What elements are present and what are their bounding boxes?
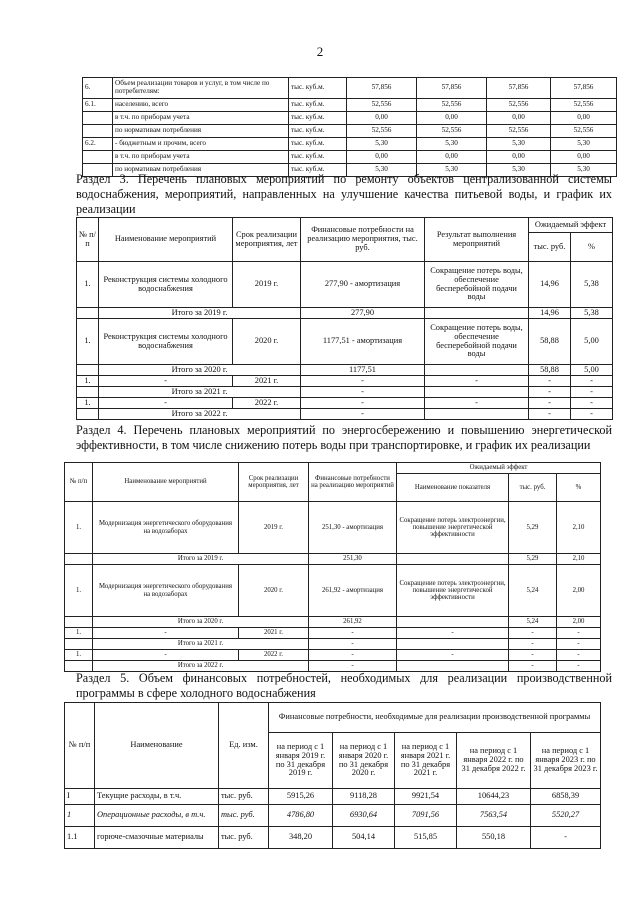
row-effect-rub: - bbox=[529, 387, 571, 398]
row-effect-pct: 5,00 bbox=[571, 319, 613, 365]
row-effect-pct: - bbox=[571, 387, 613, 398]
row-value: 0,00 bbox=[551, 112, 617, 125]
table-row bbox=[83, 138, 617, 151]
row-effect-rub: - bbox=[529, 376, 571, 387]
row-number bbox=[83, 112, 113, 125]
row-value: 5,30 bbox=[487, 138, 551, 151]
row-effect-pct: - bbox=[571, 376, 613, 387]
row-effect-pct: 2,10 bbox=[557, 554, 601, 565]
row-fin: - bbox=[301, 409, 425, 420]
total-label: Итого за 2022 г. bbox=[93, 661, 309, 672]
row-effect-rub: 58,88 bbox=[529, 365, 571, 376]
row-result: - bbox=[425, 398, 529, 409]
page-number: 2 bbox=[316, 44, 324, 59]
row-value: 0,00 bbox=[347, 151, 417, 164]
row-effect-rub: - bbox=[509, 639, 557, 650]
row-fin: - bbox=[309, 628, 397, 639]
row-name: в т.ч. по приборам учета bbox=[113, 112, 289, 125]
row-effect-rub: - bbox=[529, 409, 571, 420]
row-name: Модернизация энергетического оборудования на водозаборах bbox=[93, 502, 239, 554]
col-name: Наименование bbox=[95, 703, 219, 789]
row-value: 7091,56 bbox=[395, 805, 457, 827]
row-term: 2020 г. bbox=[239, 565, 309, 617]
total-row bbox=[65, 661, 601, 672]
section-4-heading: Раздел 4. Перечень плановых мероприятий по энергосбережению и повышению энергетической эффективности, в том числе снижению потерь воды при транспортировке, и график их реализации bbox=[76, 423, 612, 452]
row-unit: тыс. куб.м. bbox=[289, 164, 347, 177]
col-num: № п/п bbox=[77, 218, 99, 262]
row-effect-rub: - bbox=[509, 628, 557, 639]
row-effect-rub: - bbox=[509, 661, 557, 672]
row-number: 1. bbox=[65, 628, 93, 639]
row-name: - bbox=[99, 398, 233, 409]
row-fin: - bbox=[301, 387, 425, 398]
row-result-empty bbox=[425, 409, 529, 420]
row-fin: 1177,51 - амортизация bbox=[301, 319, 425, 365]
col-effect: Ожидаемый эффект bbox=[397, 463, 601, 474]
row-value: 52,556 bbox=[487, 125, 551, 138]
row-effect-pct: - bbox=[557, 650, 601, 661]
row-value: 5915,26 bbox=[269, 789, 333, 805]
row-value: 0,00 bbox=[417, 112, 487, 125]
row-result: Сокращение потерь электроэнергии, повышение энергетической эффективности bbox=[397, 502, 509, 554]
row-value: 5,30 bbox=[551, 138, 617, 151]
row-result: - bbox=[397, 628, 509, 639]
row-result-empty bbox=[425, 387, 529, 398]
row-number: 1. bbox=[65, 502, 93, 554]
row-fin: - bbox=[301, 376, 425, 387]
total-label: Итого за 2020 г. bbox=[93, 617, 309, 628]
row-fin: 251,30 - амортизация bbox=[309, 502, 397, 554]
row-unit: тыс. руб. bbox=[219, 789, 269, 805]
row-result-empty bbox=[397, 661, 509, 672]
total-row bbox=[65, 639, 601, 650]
row-value: 52,556 bbox=[551, 125, 617, 138]
row-effect-pct: 5,00 bbox=[571, 365, 613, 376]
row-value: 52,556 bbox=[347, 99, 417, 112]
table-row bbox=[77, 376, 613, 387]
row-fin: 1177,51 bbox=[301, 365, 425, 376]
table-row bbox=[77, 398, 613, 409]
row-name: по нормативам потребления bbox=[113, 125, 289, 138]
row-number: I bbox=[65, 789, 95, 805]
row-number-empty bbox=[65, 639, 93, 650]
row-number: 1 bbox=[65, 805, 95, 827]
table-row bbox=[83, 125, 617, 138]
table-row bbox=[65, 650, 601, 661]
row-name: Модернизация энергетического оборудования на водозаборах bbox=[93, 565, 239, 617]
total-label: Итого за 2019 г. bbox=[99, 308, 301, 319]
col-pct: % bbox=[571, 233, 613, 262]
row-value: 10644,23 bbox=[457, 789, 531, 805]
col-period-2020: на период с 1 января 2020 г. по 31 декабря 2020 г. bbox=[333, 733, 395, 789]
row-value: 5,30 bbox=[417, 138, 487, 151]
table-row bbox=[77, 262, 613, 308]
row-effect-pct: - bbox=[557, 661, 601, 672]
row-number-empty bbox=[77, 387, 99, 398]
row-number: 1. bbox=[77, 376, 99, 387]
row-number-empty bbox=[77, 308, 99, 319]
table-row bbox=[65, 789, 601, 805]
row-value: 57,856 bbox=[551, 78, 617, 99]
col-num: № п/п bbox=[65, 703, 95, 789]
row-number: 6.1. bbox=[83, 99, 113, 112]
row-value: 52,556 bbox=[487, 99, 551, 112]
total-label: Итого за 2019 г. bbox=[93, 554, 309, 565]
row-name: в т.ч. по приборам учета bbox=[113, 151, 289, 164]
row-effect-pct: 2,00 bbox=[557, 617, 601, 628]
col-result: Результат выполнения мероприятий bbox=[425, 218, 529, 262]
energy-measures-table bbox=[64, 462, 601, 672]
row-result-empty bbox=[397, 554, 509, 565]
row-effect-rub: 14,96 bbox=[529, 262, 571, 308]
total-label: Итого за 2022 г. bbox=[99, 409, 301, 420]
row-name: населению, всего bbox=[113, 99, 289, 112]
col-fin: Финансовые потребности на реализацию мероприятий bbox=[309, 463, 397, 502]
row-name: Реконструкция системы холодного водоснабжения bbox=[99, 319, 233, 365]
col-pct: % bbox=[557, 474, 601, 502]
row-value: 57,856 bbox=[487, 78, 551, 99]
row-number-empty bbox=[65, 554, 93, 565]
row-value: 57,856 bbox=[347, 78, 417, 99]
col-term: Срок реализации мероприятия, лет bbox=[239, 463, 309, 502]
row-term: 2019 г. bbox=[233, 262, 301, 308]
row-value: 5,30 bbox=[347, 164, 417, 177]
row-number-empty bbox=[65, 661, 93, 672]
row-value: 0,00 bbox=[487, 112, 551, 125]
row-term: 2022 г. bbox=[239, 650, 309, 661]
col-unit: Ед. изм. bbox=[219, 703, 269, 789]
row-effect-pct: - bbox=[571, 409, 613, 420]
row-result: Сокращение потерь воды, обеспечение бесперебойной подачи воды bbox=[425, 319, 529, 365]
row-number-empty bbox=[77, 365, 99, 376]
row-number bbox=[83, 151, 113, 164]
row-name: - bbox=[93, 628, 239, 639]
section-3-heading: Раздел 3. Перечень плановых мероприятий по ремонту объектов централизованной системы водоснабжения, мероприятий, направленных на улучшение качества питьевой воды, и график их реализации bbox=[76, 172, 612, 216]
row-unit: тыс. куб.м. bbox=[289, 99, 347, 112]
row-effect-pct: - bbox=[557, 628, 601, 639]
total-row bbox=[65, 554, 601, 565]
row-unit: тыс. руб. bbox=[219, 805, 269, 827]
row-value: 5,30 bbox=[417, 164, 487, 177]
row-term: 2019 г. bbox=[239, 502, 309, 554]
row-effect-pct: - bbox=[557, 639, 601, 650]
row-effect-pct: 5,38 bbox=[571, 262, 613, 308]
table-row bbox=[83, 99, 617, 112]
row-effect-rub: - bbox=[529, 398, 571, 409]
row-value: 504,14 bbox=[333, 827, 395, 849]
row-unit: тыс. руб. bbox=[219, 827, 269, 849]
row-value: 52,556 bbox=[417, 99, 487, 112]
row-value: 5,30 bbox=[487, 164, 551, 177]
row-effect-rub: 14,96 bbox=[529, 308, 571, 319]
row-value: 5,30 bbox=[347, 138, 417, 151]
row-fin: - bbox=[309, 650, 397, 661]
col-period-2019: на период с 1 января 2019 г. по 31 декабря 2019 г. bbox=[269, 733, 333, 789]
total-row bbox=[77, 409, 613, 420]
row-number-empty bbox=[65, 617, 93, 628]
row-result-empty bbox=[397, 639, 509, 650]
row-name: - бюджетным и прочим, всего bbox=[113, 138, 289, 151]
repair-measures-table bbox=[76, 217, 613, 420]
col-name: Наименование мероприятий bbox=[99, 218, 233, 262]
table-row bbox=[65, 628, 601, 639]
row-value: 0,00 bbox=[417, 151, 487, 164]
row-result: - bbox=[425, 376, 529, 387]
row-number-empty bbox=[77, 409, 99, 420]
row-unit: тыс. куб.м. bbox=[289, 78, 347, 99]
col-rub: тыс. руб. bbox=[529, 233, 571, 262]
col-period-2023: на период с 1 января 2023 г. по 31 декабря 2023 г. bbox=[531, 733, 601, 789]
total-row bbox=[77, 365, 613, 376]
row-value: 550,18 bbox=[457, 827, 531, 849]
table-row bbox=[65, 565, 601, 617]
volume-table bbox=[82, 77, 617, 177]
table-row bbox=[83, 112, 617, 125]
row-name: Реконструкция системы холодного водоснабжения bbox=[99, 262, 233, 308]
row-name: Объем реализации товаров и услуг, в том числе по потребителям: bbox=[113, 78, 289, 99]
row-effect-pct: 2,10 bbox=[557, 502, 601, 554]
row-number bbox=[83, 125, 113, 138]
row-name: по нормативам потребления bbox=[113, 164, 289, 177]
total-row bbox=[65, 617, 601, 628]
row-value: 6930,64 bbox=[333, 805, 395, 827]
row-value: 0,00 bbox=[551, 151, 617, 164]
row-fin: - bbox=[309, 661, 397, 672]
table-row bbox=[83, 151, 617, 164]
row-term: 2022 г. bbox=[233, 398, 301, 409]
row-value: 5520,27 bbox=[531, 805, 601, 827]
row-name: Операционные расходы, в т.ч. bbox=[95, 805, 219, 827]
total-row bbox=[77, 308, 613, 319]
row-value: - bbox=[531, 827, 601, 849]
col-fin: Финансовые потребности на реализацию мероприятия, тыс. руб. bbox=[301, 218, 425, 262]
row-value: 9118,28 bbox=[333, 789, 395, 805]
row-result-empty bbox=[425, 308, 529, 319]
col-effect: Ожидаемый эффект bbox=[529, 218, 613, 233]
row-value: 57,856 bbox=[417, 78, 487, 99]
row-term: 2021 г. bbox=[233, 376, 301, 387]
row-value: 52,556 bbox=[347, 125, 417, 138]
table-row bbox=[77, 319, 613, 365]
row-value: 4786,80 bbox=[269, 805, 333, 827]
col-term: Срок реализации мероприятия, лет bbox=[233, 218, 301, 262]
col-period-2022: на период с 1 января 2022 г. по 31 декабря 2022 г. bbox=[457, 733, 531, 789]
row-fin: 277,90 bbox=[301, 308, 425, 319]
row-fin: 251,30 bbox=[309, 554, 397, 565]
row-value: 0,00 bbox=[487, 151, 551, 164]
row-fin: 277,90 - амортизация bbox=[301, 262, 425, 308]
row-value: 6858,39 bbox=[531, 789, 601, 805]
row-number: 6.2. bbox=[83, 138, 113, 151]
financial-needs-table bbox=[64, 702, 601, 849]
row-effect-pct: 2,00 bbox=[557, 565, 601, 617]
total-label: Итого за 2021 г. bbox=[93, 639, 309, 650]
row-effect-rub: 5,24 bbox=[509, 565, 557, 617]
col-rub: тыс. руб. bbox=[509, 474, 557, 502]
row-effect-pct: - bbox=[571, 398, 613, 409]
row-fin: 261,92 bbox=[309, 617, 397, 628]
row-name: - bbox=[93, 650, 239, 661]
row-value: 52,556 bbox=[417, 125, 487, 138]
table-row bbox=[65, 827, 601, 849]
row-effect-rub: 5,29 bbox=[509, 554, 557, 565]
row-unit: тыс. куб.м. bbox=[289, 112, 347, 125]
section-5-heading: Раздел 5. Объем финансовых потребностей, необходимых для реализации производственной программы в сфере холодного водоснабжения bbox=[76, 671, 612, 700]
row-fin: 261,92 - амортизация bbox=[309, 565, 397, 617]
row-value: 9921,54 bbox=[395, 789, 457, 805]
col-indicator: Наименование показателя bbox=[397, 474, 509, 502]
row-unit: тыс. куб.м. bbox=[289, 138, 347, 151]
row-number: 1. bbox=[65, 650, 93, 661]
row-effect-rub: 5,29 bbox=[509, 502, 557, 554]
row-name: - bbox=[99, 376, 233, 387]
row-number: 1. bbox=[77, 262, 99, 308]
row-value: 515,85 bbox=[395, 827, 457, 849]
total-label: Итого за 2020 г. bbox=[99, 365, 301, 376]
col-name: Наименование мероприятий bbox=[93, 463, 239, 502]
row-term: 2020 г. bbox=[233, 319, 301, 365]
col-num: № п/п bbox=[65, 463, 93, 502]
row-name: горюче-смазочные материалы bbox=[95, 827, 219, 849]
row-fin: - bbox=[309, 639, 397, 650]
table-row bbox=[65, 502, 601, 554]
row-value: 5,30 bbox=[551, 164, 617, 177]
row-name: Текущие расходы, в т.ч. bbox=[95, 789, 219, 805]
total-label: Итого за 2021 г. bbox=[99, 387, 301, 398]
row-number: 1. bbox=[77, 319, 99, 365]
row-fin: - bbox=[301, 398, 425, 409]
row-value: 52,556 bbox=[551, 99, 617, 112]
table-row bbox=[83, 78, 617, 99]
total-row bbox=[77, 387, 613, 398]
row-value: 348,20 bbox=[269, 827, 333, 849]
row-result: Сокращение потерь электроэнергии, повышение энергетической эффективности bbox=[397, 565, 509, 617]
table-row bbox=[65, 805, 601, 827]
row-term: 2021 г. bbox=[239, 628, 309, 639]
row-effect-pct: 5,38 bbox=[571, 308, 613, 319]
col-period-2021: на период с 1 января 2021 г. по 31 декабря 2021 г. bbox=[395, 733, 457, 789]
row-result: - bbox=[397, 650, 509, 661]
row-result: Сокращение потерь воды, обеспечение бесперебойной подачи воды bbox=[425, 262, 529, 308]
row-effect-rub: 58,88 bbox=[529, 319, 571, 365]
row-result-empty bbox=[397, 617, 509, 628]
row-number: 1.1 bbox=[65, 827, 95, 849]
row-effect-rub: 5,24 bbox=[509, 617, 557, 628]
row-value: 7563,54 bbox=[457, 805, 531, 827]
row-number: 1. bbox=[65, 565, 93, 617]
row-effect-rub: - bbox=[509, 650, 557, 661]
row-unit: тыс. куб.м. bbox=[289, 151, 347, 164]
row-number: 1. bbox=[77, 398, 99, 409]
row-value: 0,00 bbox=[347, 112, 417, 125]
row-result-empty bbox=[425, 365, 529, 376]
row-number: 6. bbox=[83, 78, 113, 99]
col-fin: Финансовые потребности, необходимые для реализации производственной программы bbox=[269, 703, 601, 733]
row-unit: тыс. куб.м. bbox=[289, 125, 347, 138]
